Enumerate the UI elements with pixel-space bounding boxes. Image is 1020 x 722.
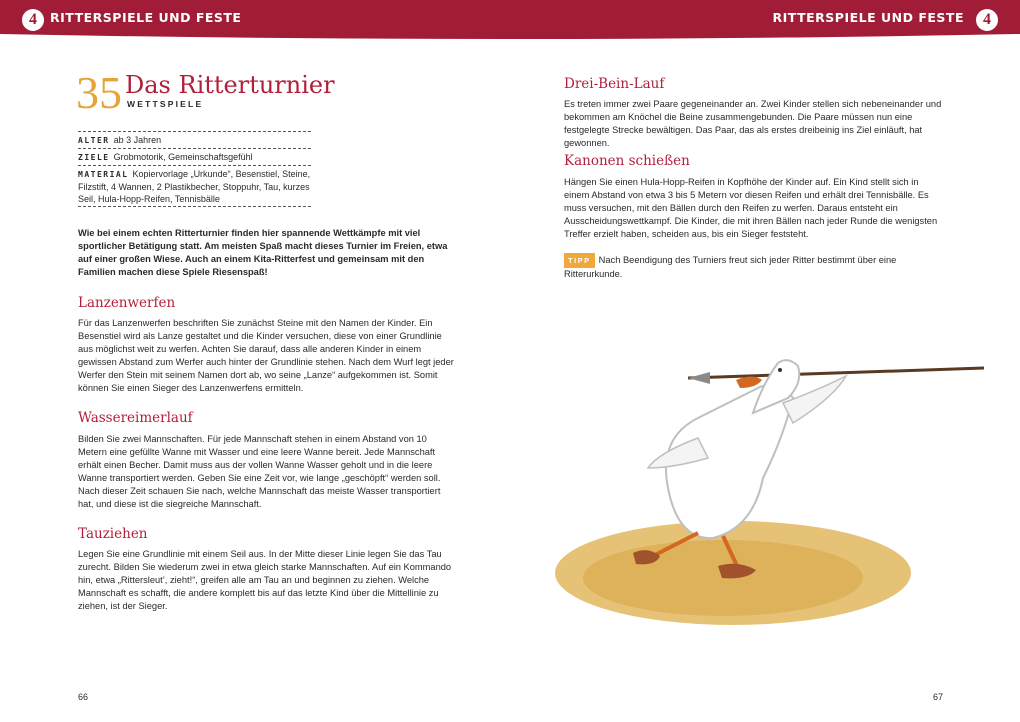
alter-value: ab 3 Jahren	[113, 135, 162, 145]
text-lanzenwerfen: Für das Lanzenwerfen beschriften Sie zunächst Steine mit den Namen der Kinder. Ein Besenstiel wird als Lanze gestaltet und die Kinder versuchen, diese von einer Grundlinie aus möglichst weit zu werfen. Achten Sie darauf, dass alle anderen Kinder in einem gewissen Abstand zum Werfer auch hinter der Grundlinie stehen. Nach dem Wurf legt jeder Werfer den Stein mit seinem Namen dort ab, wo seine „Lanze“ aufgekommen ist. Somit können Sie einen Sieger des Lanzenwerfens ermitteln.	[78, 318, 454, 393]
material-label: MATERIAL	[78, 170, 129, 179]
chapter-title-left: RITTERSPIELE UND FESTE	[50, 10, 242, 25]
game-title: Das Ritterturnier	[125, 71, 335, 99]
page-number-right: 67	[933, 692, 944, 702]
tip-badge: TIPP	[564, 253, 595, 268]
goose-lance-illustration	[548, 328, 990, 633]
intro-text: Wie bei einem echten Ritterturnier finden hier spannende Wettkämpfe mit viel sportlicher Betätigung statt. Am meisten Spaß macht dieses Turnier im Freien, etwa auf einer großen Wiese. Auch an einem Kita-Ritterfest und gemeinsam mit den Familien machen diese Spiele Riesenspaß!	[78, 228, 448, 277]
text-drei-bein-lauf: Es treten immer zwei Paare gegeneinander an. Zwei Kinder stellen sich nebeneinander und bekommen am Knöchel die Beine zusammengebunden. Die Paare müssen nun eine festgelegte Strecke bewältigen. Das Paar, das als erstes dreibeinig ins Ziel einläuft, hat gewonnen.	[564, 99, 942, 148]
header-banner	[0, 0, 1020, 40]
game-subtitle: WETTSPIELE	[127, 99, 204, 109]
ziele-label: ZIELE	[78, 153, 110, 162]
text-kanonen-schiessen: Hängen Sie einen Hula-Hopp-Reifen in Kopfhöhe der Kinder auf. Ein Kind stellt sich in einem Abstand von etwa 3 bis 5 Metern vor diesen Reifen und erhält drei Tennisbälle. Es muss versuchen, mit den Bällen durch den Reifen zu werfen. Daraus entsteht ein Ausscheidungswettkampf. Die Kinder, die mit ihren Bällen nach jeder Runde die wenigsten Treffer erzielt haben, scheiden aus, bis ein Sieger feststeht.	[564, 177, 938, 239]
game-number: 35	[76, 67, 122, 118]
meta-alter	[78, 131, 311, 148]
text-wassereimerlauf: Bilden Sie zwei Mannschaften. Für jede Mannschaft stehen in einem Abstand von 10 Metern eine gefüllte Wanne mit Wasser und eine leere Wanne bereit. Jede Mannschaft erhält einen Becher. Damit muss aus der vollen Wanne Wasser geholt und in die leere Wanne transportiert werden. Geben Sie eine Zeit vor, wie lange „geschöpft“ werden soll. Nach dieser Zeit schauen Sie nach, welche Mannschaft das meiste Wasser transportiert hat, und diese ist die siegreiche Mannschaft.	[78, 434, 441, 509]
text-tauziehen: Legen Sie eine Grundlinie mit einem Seil aus. In der Mitte dieser Linie legen Sie das Tau zurecht. Bilden Sie wiederum zwei in etwa gleich starke Mannschaften. Auf ein Kommando hin, etwa „Rittersleut’, zieht!“, greifen alle am Tau an und beginnen zu ziehen. Welche Mannschaft es schafft, die andere komplett bis auf das letzte Kind über die Mittellinie zu ziehen, ist der Sieger.	[78, 549, 452, 611]
alter-label: ALTER	[78, 136, 110, 145]
heading-wassereimerlauf: Wassereimerlauf	[78, 410, 193, 426]
heading-kanonen-schiessen: Kanonen schießen	[564, 153, 690, 169]
chapter-number-left: 4	[22, 9, 44, 31]
chapter-number-right: 4	[976, 9, 998, 31]
tip-box	[564, 253, 934, 281]
heading-lanzenwerfen: Lanzenwerfen	[78, 295, 176, 311]
ziele-value: Grobmotorik, Gemeinschaftsgefühl	[113, 152, 253, 162]
heading-drei-bein-lauf: Drei-Bein-Lauf	[564, 76, 665, 92]
meta-ziele	[78, 148, 311, 165]
heading-tauziehen: Tauziehen	[78, 526, 148, 542]
meta-material	[78, 165, 311, 207]
meta-box	[78, 131, 311, 207]
tip-text: Nach Beendigung des Turniers freut sich jeder Ritter bestimmt über eine Ritterurkunde.	[564, 255, 897, 279]
material-value: Kopiervorlage „Urkunde“, Besenstiel, Steine, Filzstift, 4 Wannen, 2 Plastikbecher, Stoppuhr, Tau, kurzes Seil, Hula-Hopp-Reifen, Tennisbälle	[78, 169, 311, 204]
chapter-title-right: RITTERSPIELE UND FESTE	[772, 10, 964, 25]
page-number-left: 66	[78, 692, 89, 702]
